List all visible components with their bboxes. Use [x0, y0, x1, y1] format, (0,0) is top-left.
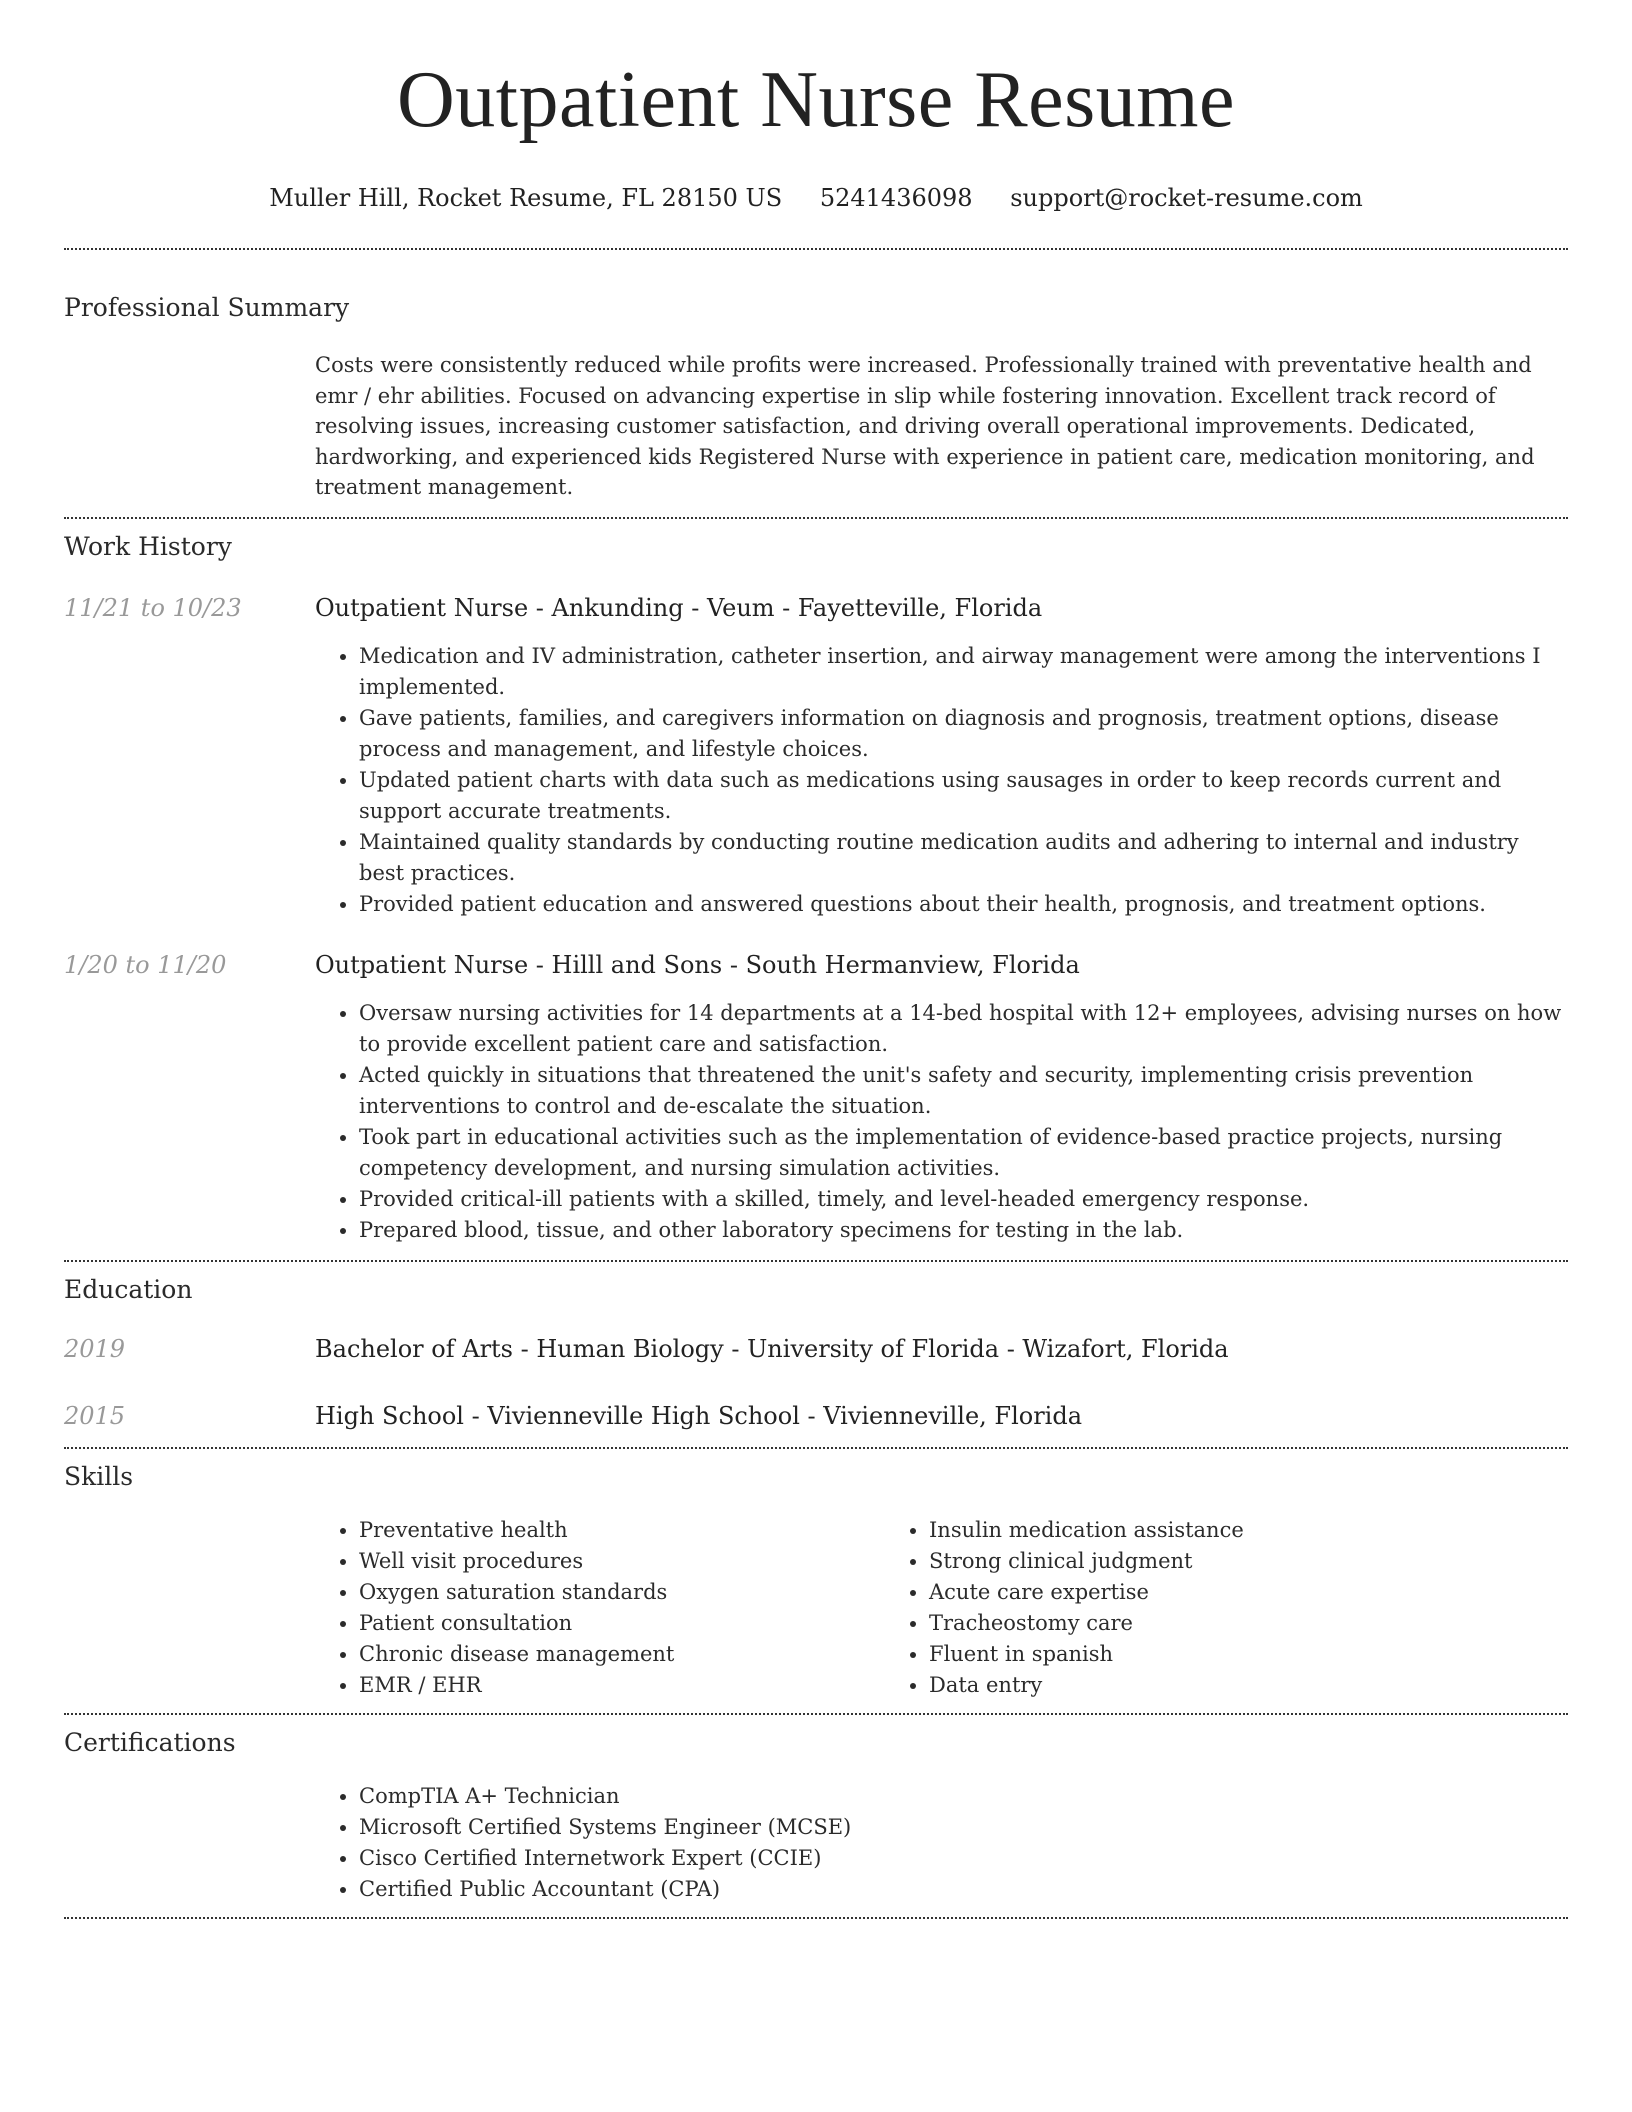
contact-phone: 5241436098	[819, 184, 973, 212]
education-degree: Bachelor of Arts	[315, 1334, 513, 1363]
list-item: • Prepared blood, tissue, and other laboratory specimens for testing in the lab.	[359, 1215, 1568, 1246]
list-item: • Medication and IV administration, catheter insertion, and airway management were among the interventions I implemented.	[359, 641, 1568, 703]
list-item: • Provided patient education and answered questions about their health, prognosis, and treatment options.	[359, 889, 1568, 920]
skill-item: • Well visit procedures	[359, 1546, 885, 1577]
skill-item: • Tracheostomy care	[929, 1608, 1455, 1639]
list-item: • Oversaw nursing activities for 14 departments at a 14-bed hospital with 12+ employees, advising nurses on how to provide excellent patient care and satisfaction.	[359, 998, 1568, 1060]
skill-item: • Strong clinical judgment	[929, 1546, 1455, 1577]
certifications-section	[64, 1727, 1568, 1905]
work-history-heading: Work History	[64, 531, 232, 561]
skills-list-left	[315, 1515, 885, 1701]
list-item: • Provided critical-ill patients with a skilled, timely, and level-headed emergency response.	[359, 1184, 1568, 1215]
certifications-list	[315, 1781, 1568, 1905]
education-degree: High School	[315, 1401, 464, 1430]
skill-item: • Chronic disease management	[359, 1639, 885, 1670]
section-divider	[64, 1917, 1568, 1919]
education-heading: Education	[64, 1274, 193, 1304]
work-history-section	[64, 531, 1568, 1260]
contact-line	[64, 182, 1568, 214]
section-divider	[64, 517, 1568, 519]
job-title: Outpatient Nurse	[315, 593, 529, 622]
job-bullets	[315, 641, 1568, 920]
list-item: • Acted quickly in situations that threatened the unit's safety and security, implementing crisis prevention interventions to control and de-escalate the situation.	[359, 1060, 1568, 1122]
certifications-heading: Certifications	[64, 1727, 236, 1757]
certification-item: • Microsoft Certified Systems Engineer (MCSE)	[359, 1812, 1568, 1843]
list-item: • Took part in educational activities such as the implementation of evidence-based practice projects, nursing competency development, and nursing simulation activities.	[359, 1122, 1568, 1184]
skills-columns	[315, 1515, 1568, 1701]
list-item: • Maintained quality standards by conducting routine medication audits and adhering to internal and industry best practices.	[359, 827, 1568, 889]
job-entry	[64, 591, 1568, 920]
skill-item: • EMR / EHR	[359, 1670, 885, 1701]
job-details: - Hilll and Sons - South Hermanview, Florida	[528, 950, 1080, 979]
summary-text: Costs were consistently reduced while profits were increased. Professionally trained with preventative health and emr / ehr abilities. Focused on advancing expertise in slip while fostering innovation. Excellent track record of resolving issues, increasing customer satisfaction, and driving overall operational improvements. Dedicated, hardworking, and experienced kids Registered Nurse with experience in patient care, medication monitoring, and treatment management.	[315, 353, 1535, 499]
section-divider	[64, 1713, 1568, 1715]
summary-section	[64, 292, 1568, 503]
summary-heading: Professional Summary	[64, 293, 350, 322]
skills-list-right	[885, 1515, 1455, 1701]
job-entry	[64, 948, 1568, 1260]
education-section	[64, 1274, 1568, 1433]
skills-heading: Skills	[64, 1461, 134, 1491]
job-heading	[315, 591, 1568, 625]
education-body	[315, 1399, 1568, 1433]
list-item: • Gave patients, families, and caregivers information on diagnosis and prognosis, treatment options, disease process and management, and lifestyle choices.	[359, 703, 1568, 765]
certification-item: • Cisco Certified Internetwork Expert (CCIE)	[359, 1843, 1568, 1874]
certification-item: • Certified Public Accountant (CPA)	[359, 1874, 1568, 1905]
education-entry	[64, 1332, 1568, 1366]
education-heading-line	[315, 1399, 1568, 1433]
education-year: 2015	[64, 1401, 126, 1430]
job-body	[315, 948, 1568, 1260]
job-details: - Ankunding - Veum - Fayetteville, Florida	[528, 593, 1043, 622]
contact-address: Muller Hill, Rocket Resume, FL 28150 US	[269, 184, 783, 212]
list-item: • Updated patient charts with data such as medications using sausages in order to keep records current and support accurate treatments.	[359, 765, 1568, 827]
skills-section	[64, 1461, 1568, 1701]
skill-item: • Acute care expertise	[929, 1577, 1455, 1608]
skill-item: • Oxygen saturation standards	[359, 1577, 885, 1608]
skill-item: • Patient consultation	[359, 1608, 885, 1639]
skill-item: • Preventative health	[359, 1515, 885, 1546]
education-entry	[64, 1399, 1568, 1433]
education-year: 2019	[64, 1334, 126, 1363]
education-details: - Vivienneville High School - Vivienneville, Florida	[463, 1401, 1083, 1430]
certification-item: • CompTIA A+ Technician	[359, 1781, 1568, 1812]
education-details: - Human Biology - University of Florida - Wizafort, Florida	[513, 1334, 1229, 1363]
section-divider	[64, 1447, 1568, 1449]
job-dates: 1/20 to 11/20	[64, 950, 227, 979]
education-body	[315, 1332, 1568, 1366]
job-heading	[315, 948, 1568, 982]
contact-email: support@rocket-resume.com	[1010, 184, 1363, 212]
section-divider	[64, 248, 1568, 250]
resume-title: Outpatient Nurse Resume	[397, 56, 1235, 144]
education-heading-line	[315, 1332, 1568, 1366]
job-title: Outpatient Nurse	[315, 950, 529, 979]
skill-item: • Fluent in spanish	[929, 1639, 1455, 1670]
job-bullets	[315, 998, 1568, 1246]
section-divider	[64, 1260, 1568, 1262]
job-body	[315, 591, 1568, 920]
skill-item: • Data entry	[929, 1670, 1455, 1701]
job-dates: 11/21 to 10/23	[64, 593, 242, 622]
skill-item: • Insulin medication assistance	[929, 1515, 1455, 1546]
